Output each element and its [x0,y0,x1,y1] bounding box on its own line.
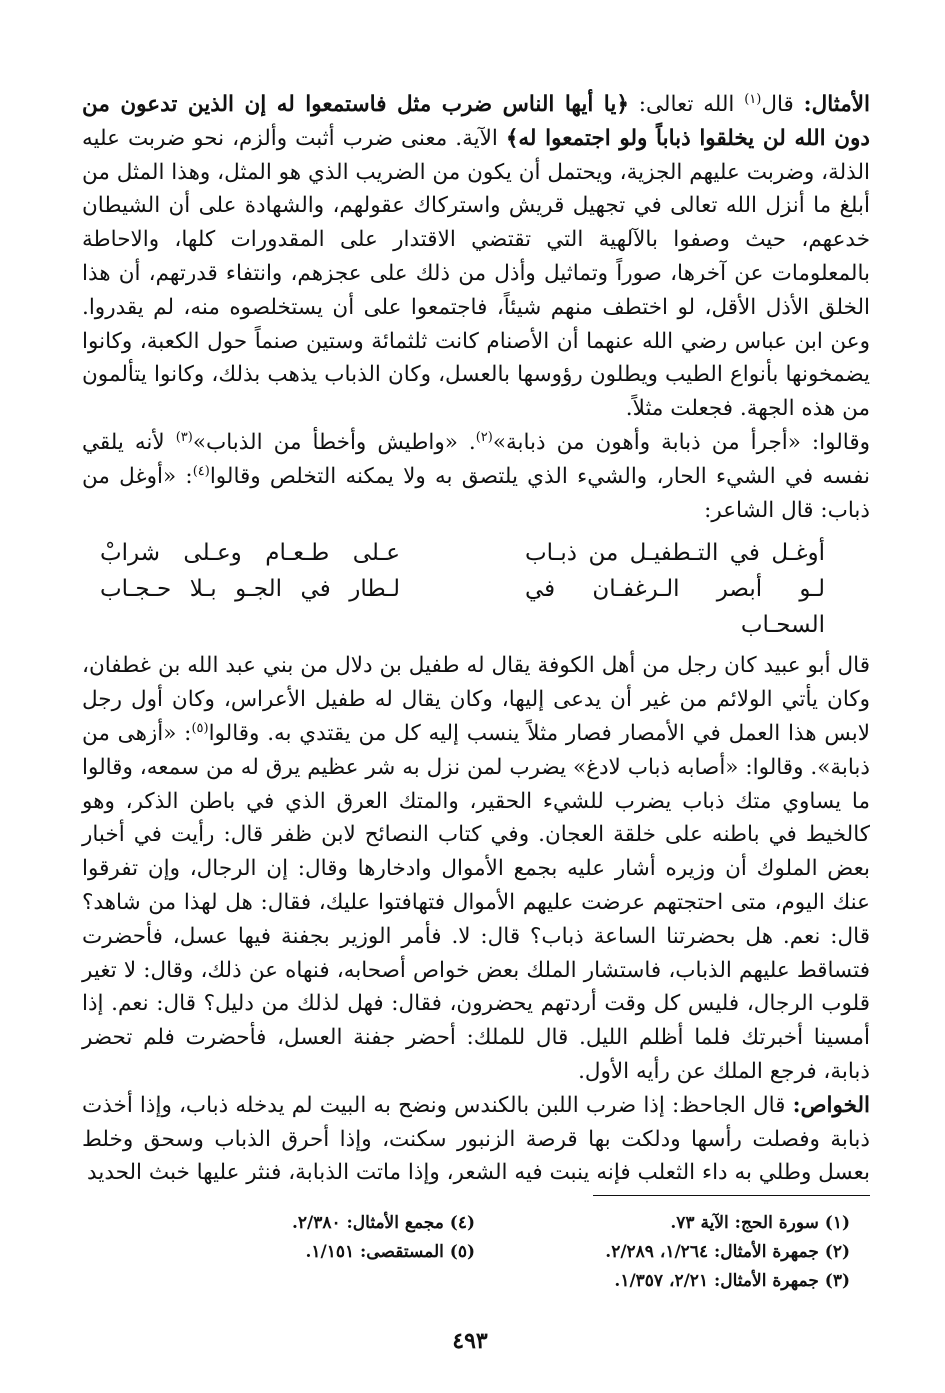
heading-amthal: الأمثال: [803,92,870,117]
footnote: (٢) جمهرة الأمثال: ١/٢٦٤، ٢/٢٨٩. [605,1242,850,1262]
quran-verse: ﴿يا أيها الناس ضرب مثل فاستمعوا له إن الذين تدعون من دون الله لن يخلقوا ذباباً ولو اجتمعوا له﴾ [82,92,870,151]
main-text [82,88,870,1190]
paragraph-abu-ubaid [82,649,870,1088]
text-segment: الله تعالى: [628,92,745,117]
text-segment: لأنه يلقي نفسه في الشيء الحار، والشيء الذي يلتصق به ولا يمكنه التخلص وقالوا [82,429,870,489]
hemistich-first: أوغـل في التـطفيـل من ذبـاب [525,540,825,567]
poem-verse [82,535,870,571]
text-segment: : «أزهى من ذبابة». وقالوا: «أصابه ذباب لادغ» يضرب لمن نزل به شر عظيم يرق له من سمعه، وقالوا ما يساوي متك ذباب يضرب للشيء الحقير، والمتك العرق الذي في باطن الذكر، وهو كالخيط في باطنه على خلقة العجان. وفي كتاب النصائح لابن ظفر قال: رأيت في أخبار بعض الملوك أن وزيره أشار عليه بجمع الأموال وادخارها وقال: إن الرجال، وإن تفرقوا عنك اليوم، متى احتجتهم عرضت عليهم الأموال فتهافتوا عليك، فقال: هل لهذا من شاهد؟ قال: نعم. هل بحضرتنا الساعة ذباب؟ قال: لا. فأمر الوزير بجفنة فيها عسل، فأحضرت فتساقط عليهم الذباب، فاستشار الملك بعض خواص أصحابه، فنهاه عن ذلك، وقال: لا تغير قلوب الرجال، فليس كل وقت أردتهم يحضرون، فقال: فهل لذلك من دليل؟ قال: نعم. إذا أمسينا أخبرتك فلما أظلم الليل. قال للملك: أحضر جفنة العسل، فأحضرت فلم تحضر ذبابة، فرجع الملك عن رأيه الأول. [82,720,870,1084]
paragraph-qalu [82,426,870,527]
hemistich-second: لـطار في الجـو بـلا حـجـاب [100,576,400,603]
hemistich-first: لـو أبصر الـرغفـان في السحـاب [525,576,825,639]
poem [82,535,870,643]
text-segment: . «واطيش وأخطأ من الذباب» [192,429,476,455]
text-segment: الآية. معنى ضرب أثبت وألزم، نحو ضربت عليه الذلة، وضربت عليهم الجزية، ويحتمل أن يكون من الضريب الذي هو المثل، وهذا المثل من أبلغ ما أنزل الله تعالى في تجهيل قريش واستركاك عقولهم، والشهادة على أن الشيطان خدعهم، حيث وصفوا بالآلهية التي تقتضي الاقتدار على المقدورات كلها، والاحاطة بالمعلومات عن آخرها، صوراً وتماثيل وأذل من ذلك على عجزهم، وانتفاء قدرتهم، أن هذا الخلق الأذل الأقل، لو اختطف منهم شيئاً، فاجتمعوا على أن يستخلصوه منه، لم يقدروا. وعن ابن عباس رضي الله عنهما أن الأصنام كانت ثلثمائة وستين صنماً حول الكعبة، وكانوا يضمخونها بأنواع الطيب ويطلون رؤوسها بالعسل، وكان الذباب يذهب بذلك، وكانوا يتألمون من هذه الجهة. فجعلت مثلاً. [82,125,870,422]
footnote-ref-2: (٢) [475,429,493,445]
text-segment: قال الجاحظ: إذا ضرب اللبن بالكندس ونضح به البيت لم يدخله ذباب، وإذا أخذت ذبابة وفصلت رأسها ودلكت بها قرصة الزنبور سكنت، وإذا أحرق الذباب وسحق وخلط بعسل وطلي به داء الثعلب فإنه ينبت فيه الشعر، وإذا ماتت الذبابة، فنثر عليها خبث الحديد [82,1092,870,1186]
poem-verse [82,571,870,643]
hemistich-second: عـلى طـعـام وعـلى شرابْ [100,540,400,567]
footnote-ref-1: (١) [744,91,762,107]
text-segment: قال [761,92,804,117]
heading-khawass: الخواص: [792,1092,870,1118]
paragraph-amthal [82,88,870,426]
footnotes-right-column [520,1209,850,1296]
footnote: (٣) جمهرة الأمثال: ٢/٢١، ١/٣٥٧. [614,1271,850,1291]
footnote: (٥) المستقصى: ١/١٥١. [305,1242,475,1262]
page-number: ٤٩٣ [452,1328,488,1354]
footnote-ref-3: (٣) [175,429,193,445]
text-segment: وقالوا: «أجرأ من ذبابة وأهون من ذبابة» [492,429,870,455]
footnote-ref-5: (٥) [191,720,209,736]
footnote-separator [593,1195,870,1196]
text-segment: قال أبو عبيد كان رجل من أهل الكوفة يقال له طفيل بن دلال من بني عبد الله بن غطفان، وكان يأتي الولائم من غير أن يدعى إليها، وكان يقال له طفيل الأعراس، وكان أول رجل لابس هذا العمل في الأمصار فصار مثلاً ينسب إليه كل من يقتدي به. وقالوا [82,653,870,746]
text-segment: : «أوغل من ذباب: قال الشاعر: [82,463,870,523]
footnote: (١) سورة الحج: الآية ٧٣. [670,1213,850,1233]
footnotes-left-column [175,1209,475,1267]
paragraph-khawass [82,1089,870,1190]
footnote: (٤) مجمع الأمثال: ٢/٣٨٠. [291,1213,475,1233]
footnote-ref-4: (٤) [192,463,210,479]
